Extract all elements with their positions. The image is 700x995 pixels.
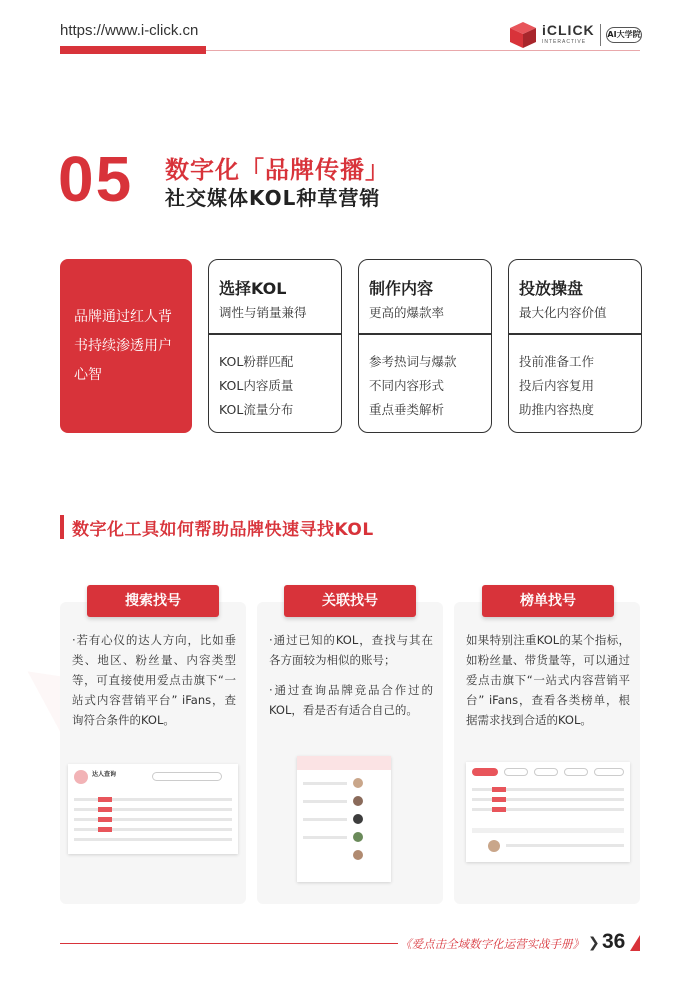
search-screenshot [68, 764, 238, 854]
filter-chip [492, 787, 506, 792]
list-item: KOL粉群匹配 [219, 354, 294, 369]
step-divider [509, 333, 641, 335]
tool-body [466, 630, 630, 740]
avatar [353, 832, 363, 842]
step-title: 制作内容 [369, 279, 434, 298]
ranking-tab [534, 768, 558, 776]
list-item: 投后内容复用 [519, 378, 595, 393]
info-row [303, 818, 347, 821]
list-item: 重点垂类解析 [369, 402, 445, 417]
section-number: 05 [58, 143, 134, 215]
avatar [353, 796, 363, 806]
avatar [74, 770, 88, 784]
avatar [353, 814, 363, 824]
avatar [353, 850, 363, 860]
header-divider [206, 50, 640, 51]
ranking-tab [594, 768, 624, 776]
section-title: 数字化「品牌传播」 [165, 156, 390, 184]
intro-text: 品牌通过红人背书持续渗透用户心智 [74, 309, 172, 383]
info-row [303, 836, 347, 839]
list-item: KOL流量分布 [219, 402, 294, 417]
filter-chip [98, 797, 112, 802]
tool-paragraph: ·通过查询品牌竞品合作过的KOL，看是否有适合自己的。 [269, 683, 433, 717]
footer-rule [60, 943, 398, 944]
step-card-placement [508, 259, 642, 433]
ranking-screenshot [466, 762, 630, 862]
filter-chip [98, 827, 112, 832]
list-item: 不同内容形式 [369, 378, 445, 393]
step-card-make-content [358, 259, 492, 433]
page-number: 36 [602, 930, 626, 953]
header-accent-bar [60, 46, 206, 54]
page-corner-triangle [630, 935, 640, 951]
section-subtitle: 社交媒体KOL种草营销 [165, 186, 381, 210]
avatar [353, 778, 363, 788]
brand-logo [508, 20, 642, 50]
list-item: 参考热词与爆款 [369, 354, 457, 369]
tool-badge-ranking: 榜单找号 [482, 585, 614, 617]
search-input [152, 772, 222, 781]
step-subtitle: 更高的爆款率 [369, 305, 445, 320]
filter-chip [492, 807, 506, 812]
filter-row [74, 838, 232, 841]
list-item: 助推内容热度 [519, 402, 595, 417]
list-item: KOL内容质量 [219, 378, 294, 393]
step-title: 投放操盘 [519, 279, 584, 298]
step-subtitle: 调性与销量兼得 [219, 305, 307, 320]
screenshot-title: 达人查询 [92, 771, 117, 778]
step-list [219, 350, 293, 422]
tool-badge-related: 关联找号 [284, 585, 416, 617]
intro-card [60, 259, 192, 433]
tool-paragraph: ·若有心仪的达人方向，比如垂类、地区、粉丝量、内容类型等，可直接使用爱点击旗下“一站式内容营销平台” iFans，查询符合条件的KOL。 [72, 633, 236, 727]
heading-accent-bar [60, 515, 64, 539]
filter-chip [98, 807, 112, 812]
tool-paragraph: ·通过已知的KOL，查找与其在各方面较为相似的账号； [269, 633, 433, 667]
tool-card-ranking [454, 602, 640, 904]
step-divider [359, 333, 491, 335]
ranking-tab [564, 768, 588, 776]
ranking-tab [472, 768, 498, 776]
table-header-row [472, 828, 624, 833]
related-screenshot [297, 756, 391, 882]
info-row [303, 800, 347, 803]
logo-sub-text: INTERACTIVE [542, 39, 587, 45]
footer-book-title: 《爱点击全域数字化运营实战手册》 [400, 937, 584, 951]
chevron-right-icon: ❯ [588, 935, 600, 951]
tool-body [72, 630, 236, 740]
site-url: https://www.i-click.cn [60, 22, 199, 39]
filter-chip [492, 797, 506, 802]
info-row [303, 782, 347, 785]
list-item: 投前准备工作 [519, 354, 595, 369]
tool-body [269, 630, 433, 730]
step-list [519, 350, 594, 422]
step-subtitle: 最大化内容价值 [519, 305, 607, 320]
table-row [506, 844, 624, 847]
logo-separator [600, 24, 601, 46]
avatar [488, 840, 500, 852]
step-title: 选择KOL [219, 279, 287, 298]
tool-badge-search: 搜索找号 [87, 585, 219, 617]
tool-card-related [257, 602, 443, 904]
tool-paragraph: 如果特别注重KOL的某个指标，如粉丝量、带货量等，可以通过爱点击旗下“一站式内容营销平台” iFans，查看各类榜单，根据需求找到合适的KOL。 [466, 633, 630, 727]
step-list [369, 350, 457, 422]
tools-heading: 数字化工具如何帮助品牌快速寻找KOL [72, 520, 374, 540]
ranking-tab [504, 768, 528, 776]
cube-logo-icon [508, 20, 538, 50]
logo-brand-text: iCLICK [542, 22, 595, 38]
partner-logo: AI大学院 [606, 27, 642, 43]
step-divider [209, 333, 341, 335]
tool-card-search [60, 602, 246, 904]
step-card-select-kol [208, 259, 342, 433]
profile-header [297, 756, 391, 770]
filter-chip [98, 817, 112, 822]
